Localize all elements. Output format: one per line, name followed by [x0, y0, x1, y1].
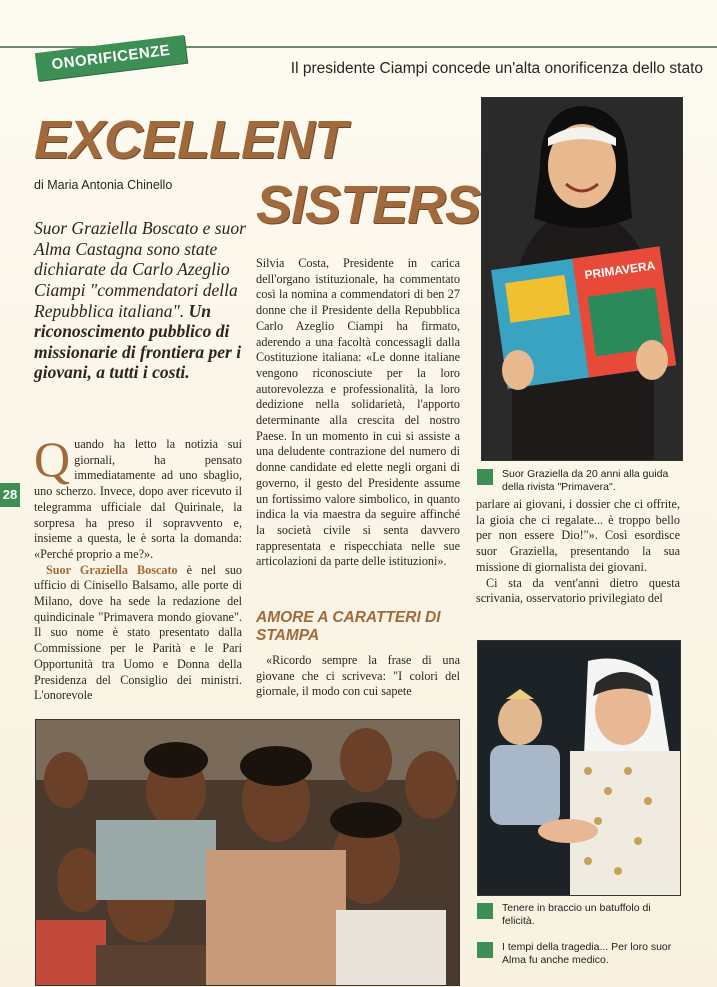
column-2-bottom — [256, 653, 460, 700]
photo-children — [35, 719, 460, 986]
col1-p2: è nel suo ufficio di Cinisello Balsamo, alle porte di Milano, dove ha sede la redazione del quindicinale "Primavera mondo giovane". Il suo nome è stato presentato dalla Commissione per le Parità e le Pari Opportunità tra Uomo e Donna della Presidenza del Consiglio dei ministri. L'onorevole — [34, 562, 243, 703]
subhead: AMORE A CARATTERI DI STAMPA — [256, 609, 441, 644]
lead-part1: Suor Graziella Boscato e suor Alma Castagna sono state dichiarate da Carlo Azeglio Ciampi "commendatori della Repubblica italiana". — [34, 218, 246, 321]
drop-cap: Q — [34, 431, 71, 487]
col3-p1: parlare ai giovani, i dossier che ci offrite, la gioia che ci regalate... è troppo bello per non essere Dio!"». Così esordisce suor Graziella, presentando la sua missione di giornalista dei giovani. — [476, 497, 680, 574]
col3-p2: Ci sta da vent'anni dietro questa scrivania, osservatorio privilegiato del — [476, 575, 680, 606]
col2-p2: «Ricordo sempre la frase di una giovane che ci scriveva: "I colori del giornale, il modo con cui sapete — [256, 653, 460, 699]
photo-sister-with-baby — [477, 640, 681, 896]
kicker: Il presidente Ciampi concede un'alta onorificenza dello stato — [290, 60, 703, 77]
col1-name: Suor Graziella Boscato — [46, 562, 178, 577]
photo-nun-with-magazine — [481, 97, 683, 461]
lead-paragraph — [34, 218, 246, 383]
byline: di Maria Antonia Chinello — [34, 178, 173, 192]
caption-nun: Suor Graziella da 20 anni alla guida della rivista "Primavera". — [502, 468, 669, 493]
column-1 — [34, 431, 243, 704]
col1-p1: uando ha letto la notizia sui giornali, ha pensato immediatamente ad uno sbaglio, uno scherzo. Invece, dopo aver ricevuto il telegramma ufficiale dal Quirinale, la sorpresa ha preso il sopravvento e, insieme a questa, le è sorta la domanda: «Perché proprio a me?». — [34, 437, 242, 561]
headline-line1: EXCELLENT — [34, 110, 347, 170]
col2-p1: Silvia Costa, Presidente in carica dell'organo istituzionale, ha commentato così la nomina a commendatori di ben 27 donne che il Presidente della Repubblica Carlo Azeglio Ciampi ha firmato, aderendo a una facoltà concessagli dalla Costituzione italiana: «Le donne italiane vengono riconosciute per la loro autorevolezza e professionalità, la loro dedizione nella solidarietà, l'apporto determinante alla crescita del nostro Paese. In un momento in cui si assiste a una deludente contrazione del numero di donne candidate ed elette negli organi di governo, il gesto del Presidente assume un fortissimo valore simbolico, in quanto indica la via maestra da seguire affinché la società civile si senta davvero rappresentata e rispecchiata nelle sue articolazioni da parte delle istituzioni». — [256, 256, 460, 569]
caption-kids: I tempi della tragedia... Per loro suor Alma fu anche medico. — [502, 941, 672, 966]
magazine-logo: PRIMAVERA — [583, 258, 657, 283]
lead-part2: Un riconoscimento pubblico di missionarie di frontiera per i giovani, a tutti i costi. — [34, 300, 242, 383]
caption-marker-nun — [477, 469, 493, 485]
caption-marker-baby — [477, 903, 493, 919]
column-2 — [256, 256, 460, 570]
headline-line2: SISTERS — [256, 175, 481, 235]
caption-baby: Tenere in braccio un batuffolo di felicità. — [502, 902, 651, 927]
column-3 — [476, 497, 680, 607]
caption-marker-kids — [477, 942, 493, 958]
section-tag: ONORIFICENZE — [35, 35, 187, 81]
page-number: 28 — [0, 483, 20, 507]
